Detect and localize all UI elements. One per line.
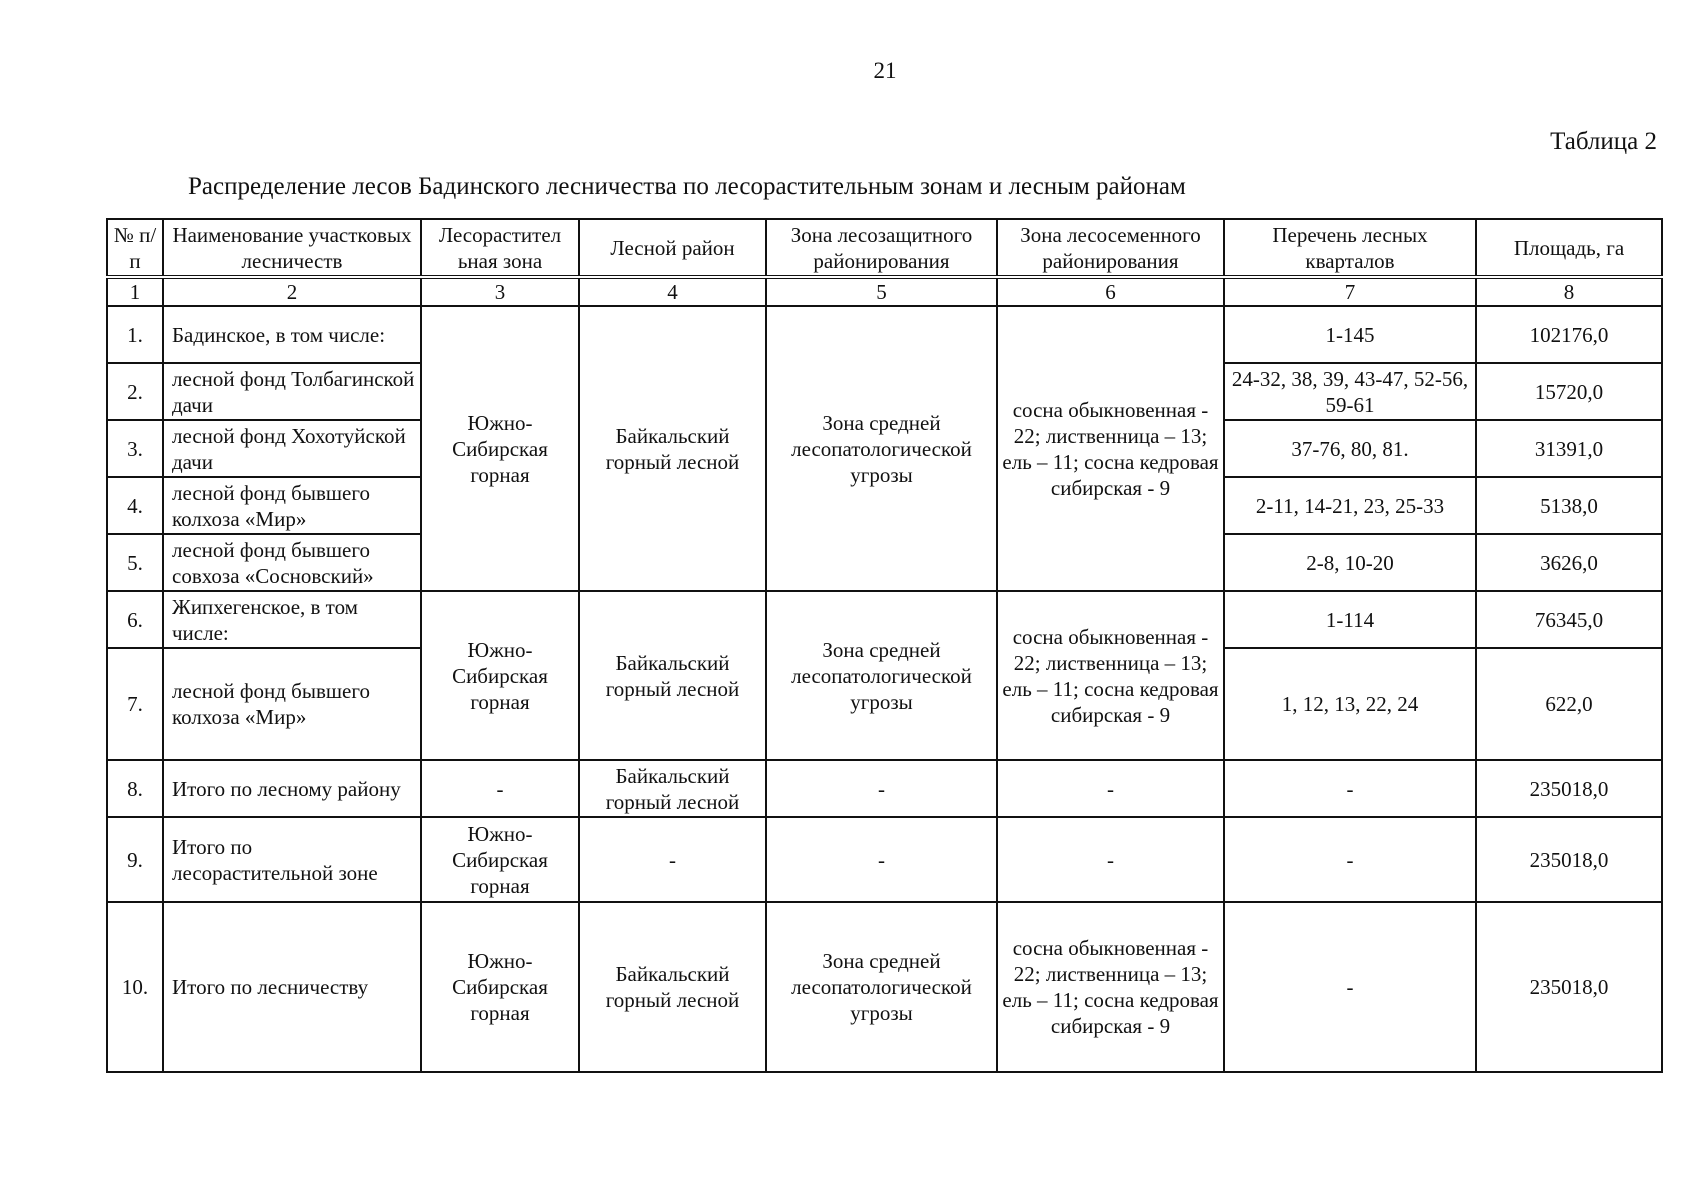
row-name: Итого по лесорастительной зоне: [163, 817, 421, 902]
table-row: [107, 902, 1662, 1072]
row-quarters: 2-8, 10-20: [1224, 534, 1476, 591]
row-protect: -: [766, 817, 997, 902]
row-num: 6.: [107, 591, 163, 648]
row-seed: сосна обыкновенная - 22; лиственница – 13; ель – 11; сосна кедровая сибирская - 9: [997, 902, 1224, 1072]
column-number-row: [107, 277, 1662, 306]
row-quarters: -: [1224, 760, 1476, 817]
row-num: 4.: [107, 477, 163, 534]
row-zone: Южно-Сибирская горная: [421, 902, 579, 1072]
header-name: Наименование участковых лесничеств: [163, 219, 421, 277]
row-name: Бадинское, в том числе:: [163, 306, 421, 363]
row-quarters: 1-114: [1224, 591, 1476, 648]
row-name: лесной фонд Хохотуйской дачи: [163, 420, 421, 477]
row-protect: -: [766, 760, 997, 817]
header-area: Площадь, га: [1476, 219, 1662, 277]
row-area: 31391,0: [1476, 420, 1662, 477]
header-protect: Зона лесозащитного районирования: [766, 219, 997, 277]
header-zone: Лесорастител ьная зона: [421, 219, 579, 277]
column-number: 1: [107, 277, 163, 306]
column-number: 6: [997, 277, 1224, 306]
row-area: 102176,0: [1476, 306, 1662, 363]
row-seed: -: [997, 817, 1224, 902]
header-num: № п/п: [107, 219, 163, 277]
row-num: 7.: [107, 648, 163, 760]
row-name: лесной фонд бывшего колхоза «Мир»: [163, 648, 421, 760]
row-num: 2.: [107, 363, 163, 420]
column-number: 3: [421, 277, 579, 306]
table-row: [107, 817, 1662, 902]
group-a-seed: сосна обыкновенная - 22; лиственница – 13; ель – 11; сосна кедровая сибирская - 9: [997, 306, 1224, 591]
row-num: 5.: [107, 534, 163, 591]
table-label: Таблица 2: [1550, 128, 1657, 155]
row-area: 76345,0: [1476, 591, 1662, 648]
group-a-protect: Зона средней лесопатологической угрозы: [766, 306, 997, 591]
table-caption: Распределение лесов Бадинского лесничества по лесорастительным зонам и лесным районам: [188, 173, 1186, 200]
row-name: лесной фонд Толбагинской дачи: [163, 363, 421, 420]
row-area: 3626,0: [1476, 534, 1662, 591]
row-num: 9.: [107, 817, 163, 902]
row-quarters: 24-32, 38, 39, 43-47, 52-56, 59-61: [1224, 363, 1476, 420]
row-zone: Южно-Сибирская горная: [421, 817, 579, 902]
row-area: 235018,0: [1476, 760, 1662, 817]
row-quarters: 1-145: [1224, 306, 1476, 363]
row-name: лесной фонд бывшего колхоза «Мир»: [163, 477, 421, 534]
group-a-zone: Южно-Сибирская горная: [421, 306, 579, 591]
row-quarters: 2-11, 14-21, 23, 25-33: [1224, 477, 1476, 534]
column-number: 7: [1224, 277, 1476, 306]
row-num: 8.: [107, 760, 163, 817]
group-b-district: Байкальский горный лесной: [579, 591, 766, 760]
row-district: Байкальский горный лесной: [579, 902, 766, 1072]
row-area: 622,0: [1476, 648, 1662, 760]
table-row: [107, 306, 1662, 363]
row-area: 5138,0: [1476, 477, 1662, 534]
table-row: [107, 591, 1662, 648]
row-seed: -: [997, 760, 1224, 817]
row-protect: Зона средней лесопатологической угрозы: [766, 902, 997, 1072]
column-number: 8: [1476, 277, 1662, 306]
group-b-seed: сосна обыкновенная - 22; лиственница – 13; ель – 11; сосна кедровая сибирская - 9: [997, 591, 1224, 760]
header-seed: Зона лесосеменного районирования: [997, 219, 1224, 277]
row-name: лесной фонд бывшего совхоза «Сосновский»: [163, 534, 421, 591]
row-zone: -: [421, 760, 579, 817]
row-quarters: -: [1224, 817, 1476, 902]
row-num: 3.: [107, 420, 163, 477]
row-name: Итого по лесничеству: [163, 902, 421, 1072]
row-quarters: 1, 12, 13, 22, 24: [1224, 648, 1476, 760]
forest-distribution-table: [106, 218, 1663, 1073]
row-quarters: -: [1224, 902, 1476, 1072]
row-area: 235018,0: [1476, 902, 1662, 1072]
column-number: 2: [163, 277, 421, 306]
row-num: 1.: [107, 306, 163, 363]
table-row: [107, 760, 1662, 817]
row-quarters: 37-76, 80, 81.: [1224, 420, 1476, 477]
group-b-protect: Зона средней лесопатологической угрозы: [766, 591, 997, 760]
row-name: Жипхегенское, в том числе:: [163, 591, 421, 648]
column-number: 5: [766, 277, 997, 306]
page-number: 21: [873, 58, 897, 83]
row-area: 15720,0: [1476, 363, 1662, 420]
group-b-zone: Южно-Сибирская горная: [421, 591, 579, 760]
header-district: Лесной район: [579, 219, 766, 277]
column-number: 4: [579, 277, 766, 306]
row-district: -: [579, 817, 766, 902]
header-quarters: Перечень лесных кварталов: [1224, 219, 1476, 277]
header-row: [107, 219, 1662, 277]
group-a-district: Байкальский горный лесной: [579, 306, 766, 591]
row-name: Итого по лесному району: [163, 760, 421, 817]
row-district: Байкальский горный лесной: [579, 760, 766, 817]
row-area: 235018,0: [1476, 817, 1662, 902]
row-num: 10.: [107, 902, 163, 1072]
